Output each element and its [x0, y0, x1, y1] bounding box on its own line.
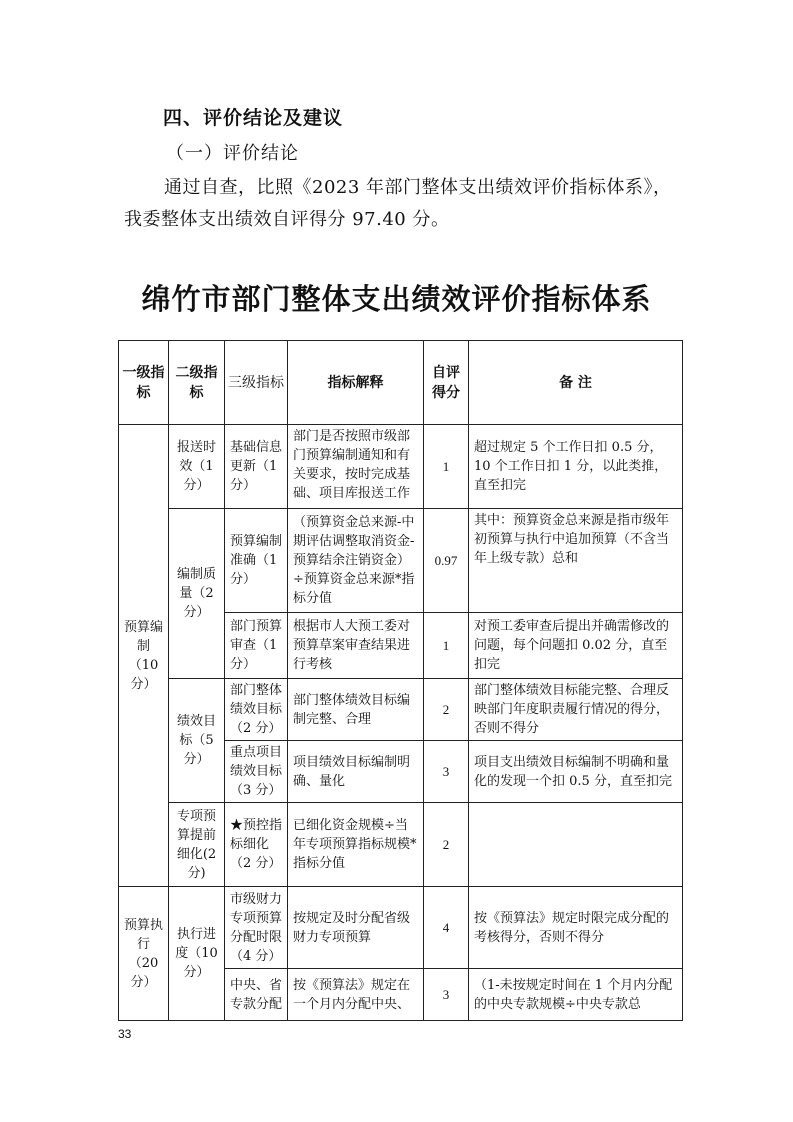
level3-cell: 部门预算审查（1 分） — [225, 613, 288, 679]
explanation-cell: （预算资金总来源-中期评估调整取消资金-预算结余注销资金）÷预算资金总来源*指标分值 — [288, 509, 424, 613]
score-cell: 0.97 — [424, 509, 469, 613]
level1-cell: 预算编制（10 分） — [119, 425, 169, 887]
table-row — [119, 509, 683, 613]
remark-cell — [469, 803, 683, 887]
remark-cell: 对预工委审查后提出并确需修改的问题，每个问题扣 0.02 分，直至扣完 — [469, 613, 683, 679]
level2-cell: 专项预算提前细化(2 分) — [169, 803, 225, 887]
remark-cell: 部门整体绩效目标能完整、合理反映部门年度职责履行情况的得分，否则不得分 — [469, 679, 683, 741]
table-row — [119, 887, 683, 969]
header-level2: 二级指标 — [169, 341, 225, 425]
table-title: 绵竹市部门整体支出绩效评价指标体系 — [141, 282, 652, 316]
remark-cell: 其中：预算资金总来源是指市级年初预算与执行中追加预算（不含当年上级专款）总和 — [469, 509, 683, 613]
explanation-cell: 按《预算法》规定在一个月内分配中央、 — [288, 969, 424, 1021]
score-cell: 2 — [424, 803, 469, 887]
score-cell: 3 — [424, 969, 469, 1021]
level3-cell: 基础信息更新（1 分） — [225, 425, 288, 509]
level3-cell: 中央、省专款分配 — [225, 969, 288, 1021]
remark-cell: （1-未按规定时间在 1 个月内分配的中央专款规模÷中央专款总 — [469, 969, 683, 1021]
header-explanation: 指标解释 — [288, 341, 424, 425]
level3-cell: 部门整体绩效目标（2 分） — [225, 679, 288, 741]
conclusion-paragraph-line-2: 我委整体支出绩效自评得分 97.40 分。 — [124, 209, 450, 230]
header-level3: 三级指标 — [225, 341, 288, 425]
explanation-cell: 根据市人大预工委对预算草案审查结果进行考核 — [288, 613, 424, 679]
header-remarks: 备 注 — [469, 341, 683, 425]
level2-cell: 执行进度（10 分） — [169, 887, 225, 1021]
explanation-cell: 按规定及时分配省级财力专项预算 — [288, 887, 424, 969]
explanation-cell: 已细化资金规模÷当年专项预算指标规模*指标分值 — [288, 803, 424, 887]
level1-cell: 预算执行（20 分） — [119, 887, 169, 1021]
level3-cell: ★预控指标细化（2 分） — [225, 803, 288, 887]
score-cell: 2 — [424, 679, 469, 741]
indicator-table — [118, 340, 683, 1021]
level3-cell: 市级财力专项预算分配时限（4 分） — [225, 887, 288, 969]
table-row — [119, 425, 683, 509]
header-level1: 一级指标 — [119, 341, 169, 425]
section-heading: 四、评价结论及建议 — [163, 107, 344, 129]
explanation-cell: 项目绩效目标编制明确、量化 — [288, 741, 424, 803]
page-number: 33 — [118, 1027, 132, 1041]
score-cell: 1 — [424, 425, 469, 509]
explanation-cell: 部门是否按照市级部门预算编制通知和有关要求，按时完成基础、项目库报送工作 — [288, 425, 424, 509]
score-cell: 1 — [424, 613, 469, 679]
table-header-row — [119, 341, 683, 425]
explanation-cell: 部门整体绩效目标编制完整、合理 — [288, 679, 424, 741]
remark-cell: 超过规定 5 个工作日扣 0.5 分，10 个工作日扣 1 分，以此类推，直至扣完 — [469, 425, 683, 509]
remark-cell: 按《预算法》规定时限完成分配的考核得分，否则不得分 — [469, 887, 683, 969]
sub-heading: （一）评价结论 — [166, 143, 299, 164]
score-cell: 4 — [424, 887, 469, 969]
level3-cell: 预算编制准确（1 分） — [225, 509, 288, 613]
header-self-score: 自评得分 — [424, 341, 469, 425]
score-cell: 3 — [424, 741, 469, 803]
table-row — [119, 679, 683, 741]
remark-cell: 项目支出绩效目标编制不明确和量化的发现一个扣 0.5 分，直至扣完 — [469, 741, 683, 803]
level3-cell: 重点项目绩效目标（3 分） — [225, 741, 288, 803]
table-row — [119, 803, 683, 887]
level2-cell: 编制质量（2 分） — [169, 509, 225, 679]
level2-cell: 报送时效（1 分） — [169, 425, 225, 509]
conclusion-paragraph-line-1: 通过自查，比照《2023 年部门整体支出绩效评价指标体系》， — [164, 177, 672, 198]
level2-cell: 绩效目标（5 分） — [169, 679, 225, 803]
